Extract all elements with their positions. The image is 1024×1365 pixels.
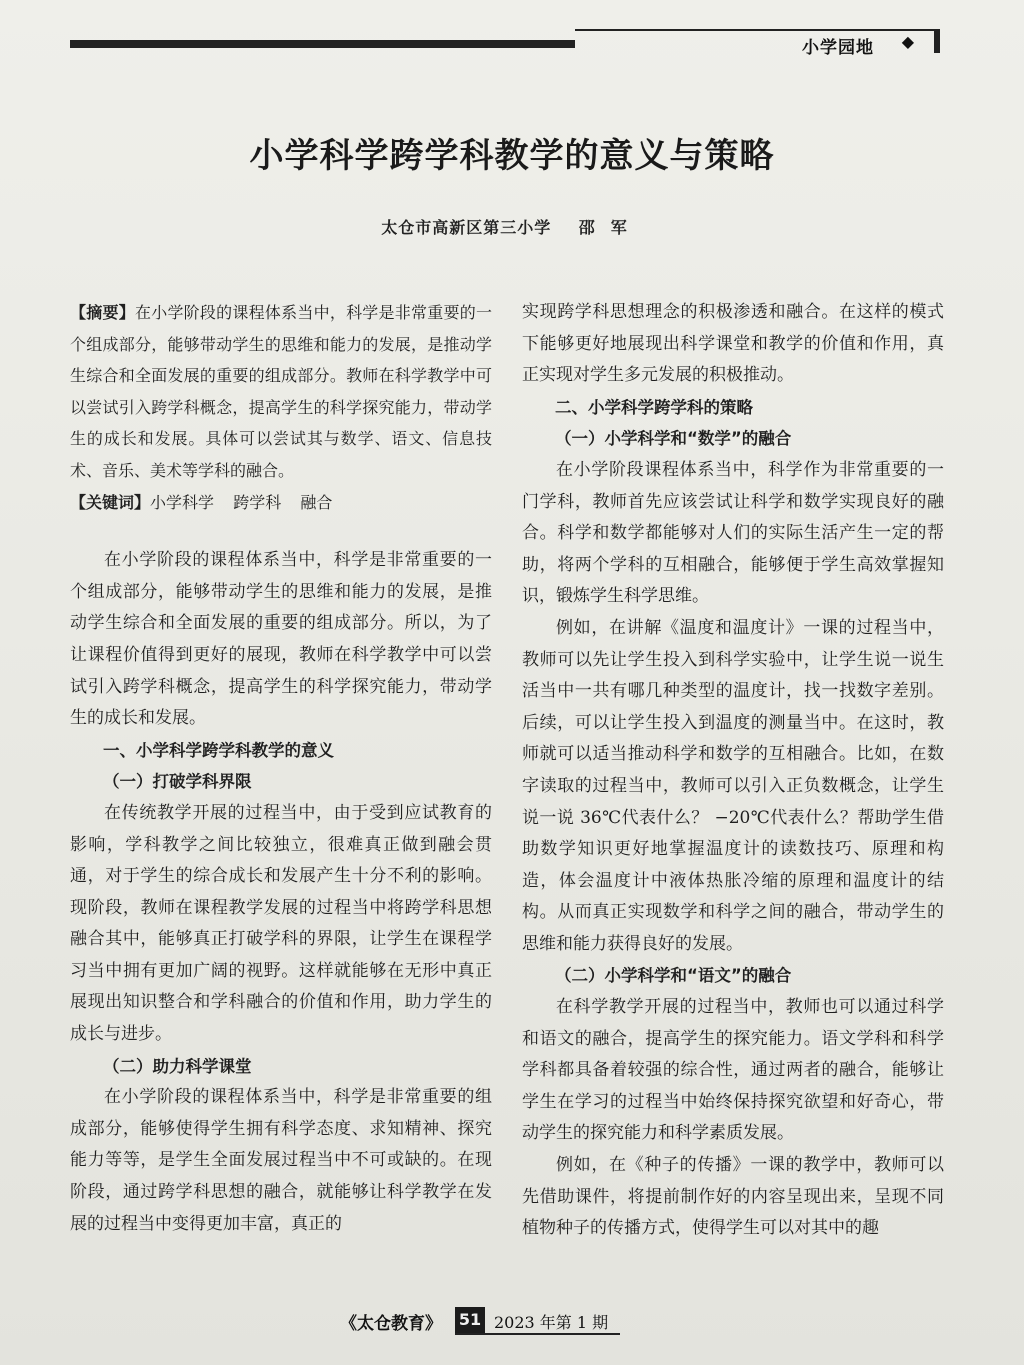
header-rule [70,40,575,48]
abstract-label: 【摘要】 [70,303,135,322]
body-paragraph: 例如，在《种子的传播》一课的教学中，教师可以先借助课件，将提前制作好的内容呈现出来，呈现不同植物种子的传播方式，使得学生可以对其中的趣 [522,1155,944,1239]
body-paragraph: 在小学阶段课程体系当中，科学作为非常重要的一门学科，教师首先应该尝试让科学和数学实现良好的融合。科学和数学都能够对人们的实际生活产生一定的帮助，将两个学科的互相融合，能够便于学生高效掌握知识，锻炼学生科学思维。 [522,459,944,607]
page-number: 51 [455,1307,485,1333]
left-column [70,297,492,1240]
keyword-item: 跨学科 [233,492,282,512]
section-heading: 二、小学科学跨学科的策略 [555,397,753,417]
keywords [70,487,492,519]
section-heading: 一、小学科学跨学科教学的意义 [103,740,334,760]
keywords-label: 【关键词】 [70,492,151,512]
body-paragraph: 在传统教学开展的过程当中，由于受到应试教育的影响，学科教学之间比较独立，很难真正做到融会贯通，对于学生的综合成长和发展产生十分不利的影响。现阶段，教师在课程教学发展的过程当中将跨学科思想融合其中，能够真正打破学科的界限，让学生在课程学习当中拥有更加广阔的视野。这样就能够在无形中真正展现出知识整合和学科融合的价值和作用，助力学生的成长与进步。 [70,802,492,1045]
right-column [522,297,944,1245]
article-title: 小学科学跨学科教学的意义与策略 [249,136,775,176]
section-tab [575,29,940,58]
section-mark-icon: ◆ [901,32,914,51]
abstract [70,297,492,487]
keyword-item: 小学科学 [150,492,215,512]
footer-rule [455,1333,620,1335]
intro-paragraph: 在小学阶段的课程体系当中，科学是非常重要的一个组成部分，能够带动学生的思维和能力的发展，是推动学生综合和全面发展的重要的组成部分。所以，为了让课程价值得到更好的展现，教师在科学教学中可以尝试引入跨学科概念，提高学生的科学探究能力，带动学生的成长和发展。 [70,550,492,729]
abstract-text: 在小学阶段的课程体系当中，科学是非常重要的一个组成部分，能够带动学生的思维和能力的发展，是推动学生综合和全面发展的重要的组成部分。教师在科学教学中可以尝试引入跨学科概念，提高学生的科学探究能力，带动学生的成长和发展。具体可以尝试其与数学、语文、信息技术、音乐、美术等学科的融合。 [70,303,492,480]
section-label: 小学园地 [802,38,874,58]
subsection-heading: （一）打破学科界限 [103,772,252,792]
subsection-heading: （二）小学科学和“语文”的融合 [555,966,792,986]
body-paragraph-continued: 实现跨学科思想理念的积极渗透和融合。在这样的模式下能够更好地展现出科学课堂和教学的价值和作用，真正实现对学生多元发展的积极推动。 [522,302,944,386]
body-paragraph: 例如，在讲解《温度和温度计》一课的过程当中，教师可以先让学生投入到科学实验中，让学生说一说生活当中一共有哪几种类型的温度计，找一找数字差别。后续，可以让学生投入到温度的测量当中。在这时，教师就可以适当推动科学和数学的互相融合。比如，在数字读取的过程当中，教师可以引入正负数概念，让学生说一说 36℃代表什么？ −20℃代表什么？帮助学生借助数学知识更好地掌握温度计的读数技巧、原理和构造，体会温度计中液体热胀冷缩的原理和温度计的结构。从而真正实现数学和科学之间的融合，带动学生的思维和能力获得良好的发展。 [522,617,944,954]
keyword-item: 融合 [300,492,333,512]
body-paragraph: 在科学教学开展的过程当中，教师也可以通过科学和语文的融合，提高学生的探究能力。语文学科和科学学科都具备着较强的综合性，通过两者的融合，能够让学生在学习的过程当中始终保持探究欲望和好奇心，带动学生的探究能力和科学素质发展。 [522,997,944,1144]
subsection-heading: （一）小学科学和“数学”的融合 [555,429,792,449]
author-name: 邵军 [578,218,643,237]
page-footer [0,1307,1024,1335]
footer-journal-name: 《太仓教育》 [340,1314,442,1334]
body-paragraph: 在小学阶段的课程体系当中，科学是非常重要的组成部分，能够使得学生拥有科学态度、求知精神、探究能力等等，是学生全面发展过程当中不可或缺的。在现阶段，通过跨学科思想的融合，就能够让科学教学在发展的过程当中变得更加丰富，真正的 [70,1087,492,1234]
author-affiliation: 太仓市高新区第三小学 [381,218,552,237]
subsection-heading: （二）助力科学课堂 [103,1056,252,1076]
author-line [0,215,1024,238]
footer-issue: 2023 年第 1 期 [494,1313,609,1332]
